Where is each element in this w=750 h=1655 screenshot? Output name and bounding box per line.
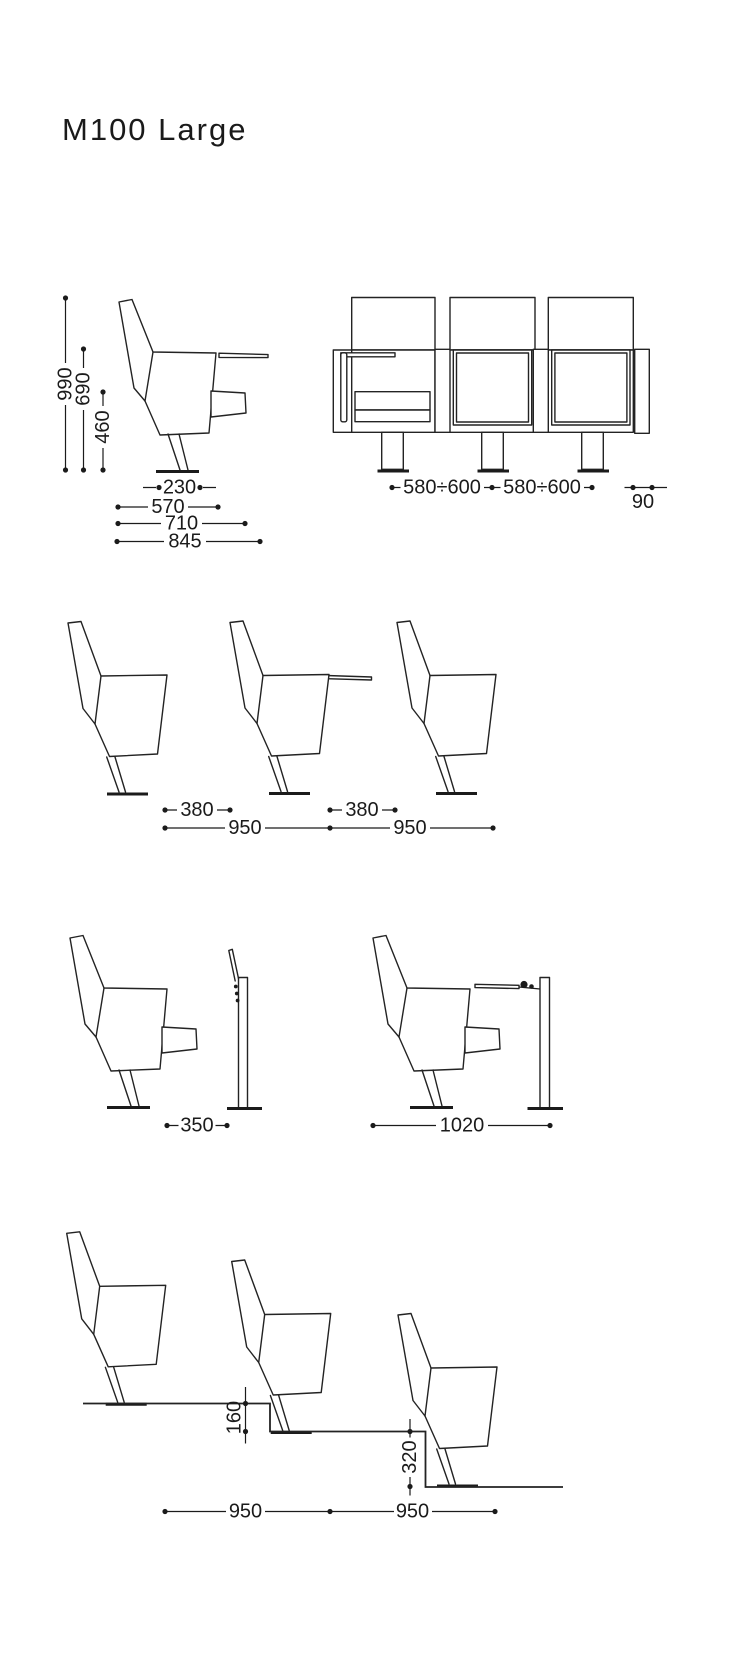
dim-label-950-step-a: 950 [228,1500,263,1523]
dim-label-690: 690 [72,372,95,406]
dim-label-160: 160 [223,1400,246,1435]
dim-back-clearance-b [327,799,397,821]
dim-label-710: 710 [164,512,199,535]
dim-riser-a [224,1387,249,1444]
dim-end-panel [625,485,668,513]
dim-label-990: 990 [54,367,77,401]
dim-label-380-b: 380 [345,799,379,821]
dim-depth-open [114,531,262,553]
row-chair [230,621,329,794]
side-view-chair [119,300,246,472]
page-title: M100 Large [62,112,248,147]
dim-riser-b [399,1419,421,1496]
dim-back-clearance-a [162,799,232,821]
dim-label-570: 570 [151,496,185,518]
row-chair [397,621,496,794]
dim-label-580-600-b: 580÷600 [503,476,581,499]
dim-label-1020: 1020 [439,1114,485,1137]
dim-label-845: 845 [168,530,202,553]
step-chair [232,1260,331,1433]
front-tablet-tube [341,353,347,422]
front-view-diagram [333,298,667,514]
side-view-diagram [55,295,269,552]
row-chair [68,622,167,795]
tablet-diagram [70,936,563,1137]
dim-label-580-600-a: 580÷600 [403,476,481,499]
dim-label-950-b: 950 [393,817,427,839]
dim-step-pitch-b [332,1501,498,1523]
writing-tablet [219,353,268,357]
dim-step-pitch-a [162,1501,332,1523]
dim-label-380-a: 380 [180,799,214,821]
folded-tablet-stand [227,949,262,1108]
dim-label-230: 230 [162,476,197,499]
dim-seat-pitch-b [495,477,595,499]
row-spacing-diagram [68,621,496,839]
dim-tablet-height [73,346,95,472]
dim-label-350: 350 [180,1114,214,1137]
dim-label-460: 460 [92,410,114,444]
dim-label-320: 320 [399,1440,421,1474]
writing-tablet [327,676,372,681]
front-tablet-bar [341,353,395,357]
dim-tablet-open [370,1115,552,1137]
dim-label-950-step-b: 950 [395,1500,430,1523]
dim-label-90: 90 [631,491,655,513]
tablet-chair [373,936,500,1108]
step-diagram [67,1232,563,1523]
step-chair [67,1232,166,1405]
tablet-chair [70,936,197,1108]
dim-armrest-height [92,389,114,472]
end-panel [635,349,650,433]
open-tablet-blade [475,984,519,988]
dim-label-950-a: 950 [228,817,262,839]
dim-seat-pitch-a [389,477,494,499]
dim-tablet-closed [164,1115,229,1137]
